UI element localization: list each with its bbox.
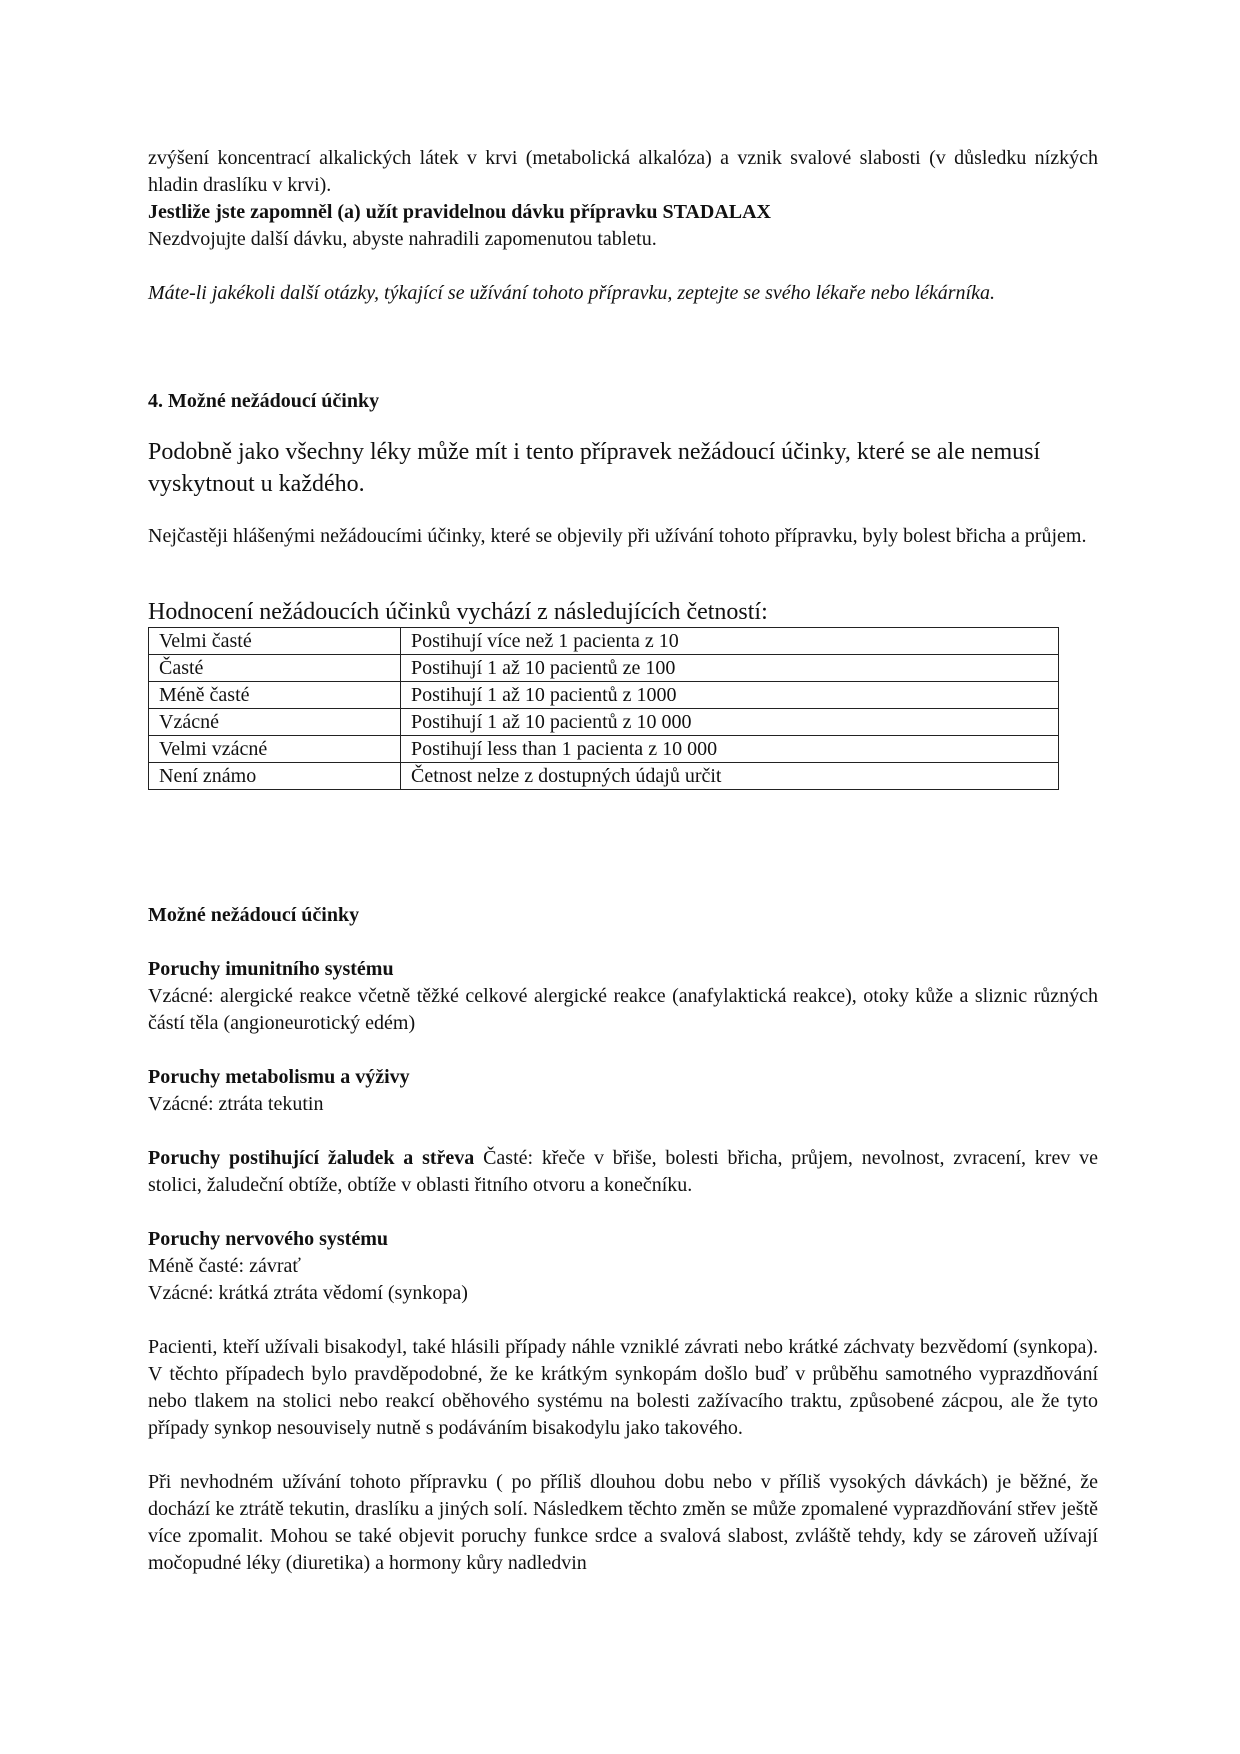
most-common-effects: Nejčastěji hlášenými nežádoucími účinky, které se objevily při užívání tohoto přípravku, byly bolest břicha a průjem. xyxy=(148,525,1087,547)
section-4-lead: Podobně jako všechny léky může mít i tento přípravek nežádoucí účinky, které se ale nemusí vyskytnout u každého. xyxy=(148,439,1041,497)
frequency-row xyxy=(149,628,1059,655)
frequency-description: Postihují 1 až 10 pacientů ze 100 xyxy=(401,655,1059,682)
section-4-heading: 4. Možné nežádoucí účinky xyxy=(148,390,380,412)
frequency-description: Postihují více než 1 pacienta z 10 xyxy=(401,628,1059,655)
metabolism-text: Vzácné: ztráta tekutin xyxy=(148,1093,324,1115)
frequency-category: Není známo xyxy=(149,763,401,790)
patients-paragraph: Pacienti, kteří užívali bisakodyl, také hlásili případy náhle vzniklé závrati nebo krátké záchvaty bezvědomí (synkopa). V těchto případech bylo pravděpodobné, že ke krátkým synkopám došlo buď v průběhu samotného vyprazdňování nebo tlakem na stolici nebo reakcí oběhového systému na bolesti zažívacího traktu, způsobené zácpou, ale že tyto případy synkop nesouvisely nutně s podáváním bisakodylu jako takového. xyxy=(148,1336,1098,1439)
metabolism-heading: Poruchy metabolismu a výživy xyxy=(148,1066,410,1088)
nervous-line-2: Vzácné: krátká ztráta vědomí (synkopa) xyxy=(148,1282,468,1304)
frequency-description: Postihují 1 až 10 pacientů z 10 000 xyxy=(401,709,1059,736)
intro-paragraph: zvýšení koncentrací alkalických látek v krvi (metabolická alkalóza) a vznik svalové slabosti (v důsledku nízkých hladin draslíku v krvi). xyxy=(148,147,1098,196)
gi-text: Časté: křeče v břiše, bolesti břicha, průjem, nevolnost, zvracení, krev ve stolici, žaludeční obtíže, obtíže v oblasti řitního otvoru a konečníku. xyxy=(148,1147,1098,1196)
frequency-row xyxy=(149,763,1059,790)
missed-dose-text: Nezdvojujte další dávku, abyste nahradili zapomenutou tabletu. xyxy=(148,228,657,250)
frequency-category: Vzácné xyxy=(149,709,401,736)
questions-note: Máte-li jakékoli další otázky, týkající se užívání tohoto přípravku, zeptejte se svého lékaře nebo lékárníka. xyxy=(148,282,995,304)
frequency-row xyxy=(149,736,1059,763)
immune-heading: Poruchy imunitního systému xyxy=(148,958,394,980)
nervous-heading: Poruchy nervového systému xyxy=(148,1228,388,1250)
improper-use-paragraph: Při nevhodném užívání tohoto přípravku ( po příliš dlouhou dobu nebo v příliš vysokých dávkách) je běžné, že dochází ke ztrátě tekutin, draslíku a jiných solí. Následkem těchto změn se může zpomalené vyprazdňování střev ještě více zpomalit. Mohou se také objevit poruchy funkce srdce a svalová slabost, zvláště tehdy, kdy se zároveň užívají močopudné léky (diuretika) a hormony kůry nadledvin xyxy=(148,1471,1098,1574)
gi-heading: Poruchy postihující žaludek a střeva xyxy=(148,1147,475,1169)
frequency-row xyxy=(149,682,1059,709)
frequency-description: Postihují less than 1 pacienta z 10 000 xyxy=(401,736,1059,763)
immune-text: Vzácné: alergické reakce včetně těžké celkové alergické reakce (anafylaktická reakce), otoky kůže a sliznic různých částí těla (angioneurotický edém) xyxy=(148,985,1098,1034)
nervous-line-1: Méně časté: závrať xyxy=(148,1255,301,1277)
frequency-category: Velmi vzácné xyxy=(149,736,401,763)
frequency-description: Postihují 1 až 10 pacientů z 1000 xyxy=(401,682,1059,709)
frequency-category: Méně časté xyxy=(149,682,401,709)
frequency-category: Časté xyxy=(149,655,401,682)
frequency-table-body xyxy=(149,628,1059,790)
frequency-row xyxy=(149,709,1059,736)
frequency-table-caption: Hodnocení nežádoucích účinků vychází z následujících četností: xyxy=(148,599,768,625)
frequency-table xyxy=(148,627,1059,790)
frequency-description: Četnost nelze z dostupných údajů určit xyxy=(401,763,1059,790)
frequency-category: Velmi časté xyxy=(149,628,401,655)
missed-dose-heading: Jestliže jste zapomněl (a) užít pravidelnou dávku přípravku STADALAX xyxy=(148,201,771,223)
frequency-row xyxy=(149,655,1059,682)
effects-heading: Možné nežádoucí účinky xyxy=(148,904,360,926)
gi-paragraph xyxy=(148,1145,1098,1199)
